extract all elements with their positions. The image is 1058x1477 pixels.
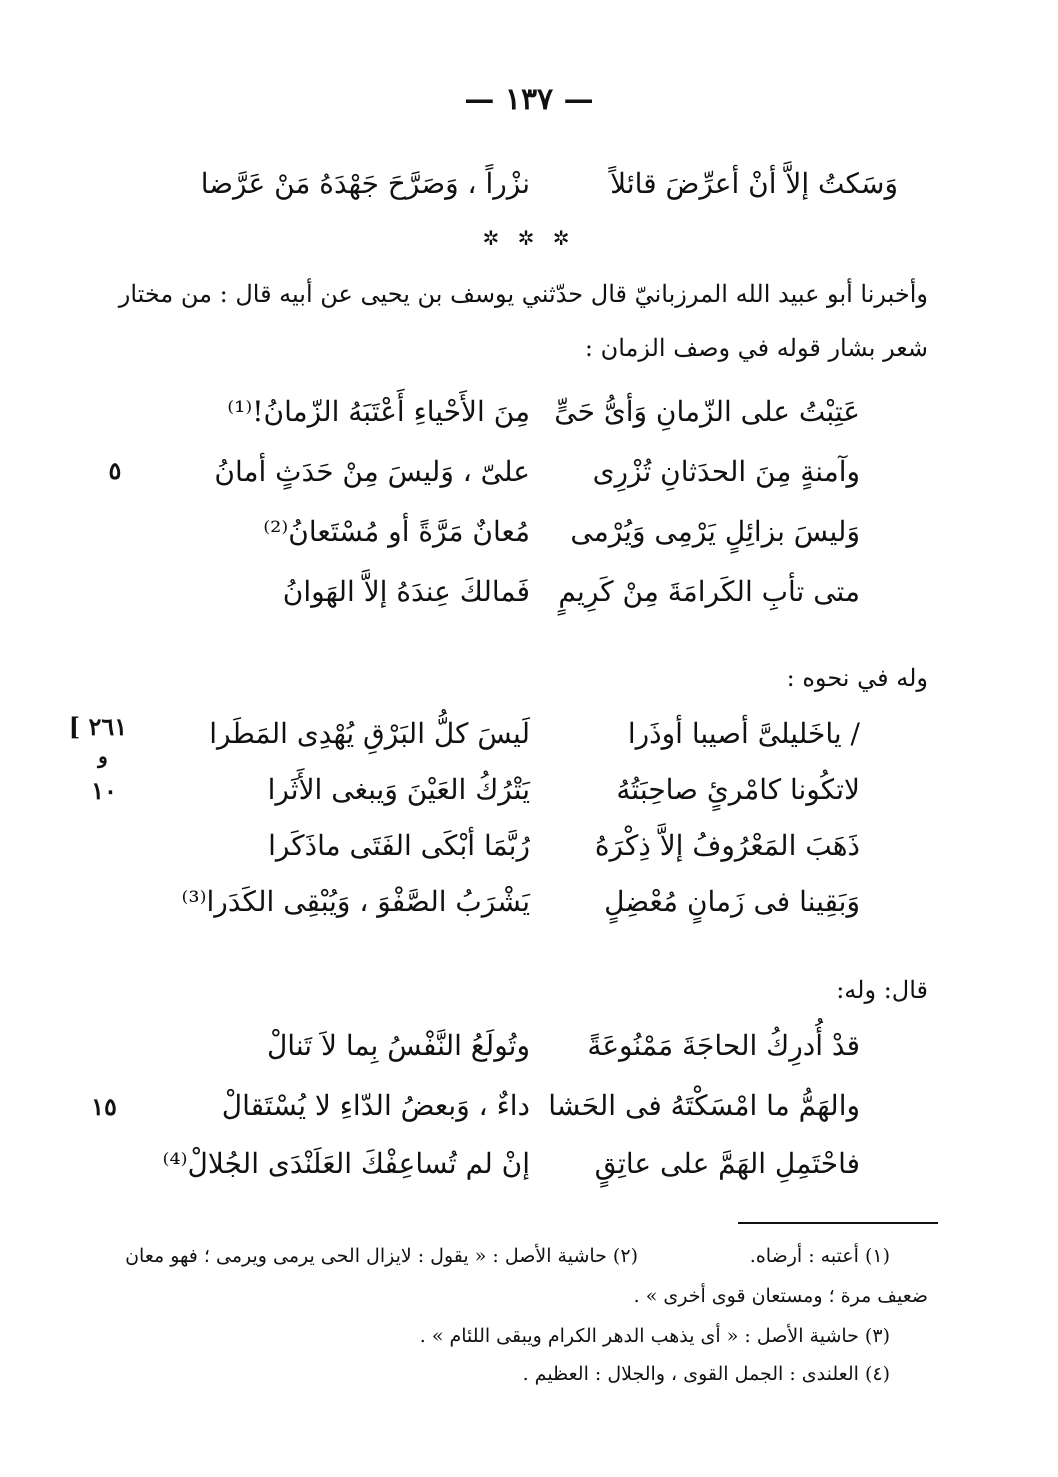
poem2-verse-2-right: لاتكُونا كامْرئٍ صاحِبَتُهُ xyxy=(616,773,860,806)
poem3-verse-1-right: قدْ أُدرِكُ الحاجَةَ مَمْنُوعَةً xyxy=(587,1029,860,1062)
poem2-intro: وله في نحوه : xyxy=(786,664,928,692)
poem3-verse-1-left: وتُولَعُ النَّفْسُ بِما لاَ تَنالْ xyxy=(266,1029,530,1062)
poem3-verse-3-right: فاحْتَمِلِ الهَمَّ على عاتِقٍ xyxy=(594,1147,860,1180)
margin-line-number-15: ١٥ xyxy=(91,1092,117,1121)
poem1-verse-1-left: مِنَ الأَحْياءِ أَعْتَبَهُ الزّمانُ!⁽¹⁾ xyxy=(227,395,530,428)
poem1-verse-3-right: وَليسَ بزائِلٍ يَرْمِى وَيُرْمى xyxy=(570,515,860,548)
poem3-intro: قال: وله: xyxy=(836,976,928,1004)
section-separator: ✲ ✲ ✲ xyxy=(482,226,576,250)
margin-line-number-5: ٥ xyxy=(108,456,122,485)
intro-line-2: شعر بشار قوله في وصف الزمان : xyxy=(584,334,928,362)
footnote-2-continued: ضعيف مرة ؛ ومستعان قوى أخرى » . xyxy=(633,1285,928,1307)
margin-line-number-10: ١٠ xyxy=(91,776,117,805)
opening-verse-left: نزْراً ، وَصَرَّحَ جَهْدَهُ مَنْ عَرَّضا xyxy=(200,167,530,200)
poem2-verse-1-right: / ياخَليلىَّ أصيبا أوذَرا xyxy=(627,717,860,750)
footnote-4: (٤) العلندى : الجمل القوى ، والجلال : العظيم . xyxy=(522,1363,890,1385)
poem1-verse-2-left: علىّ ، وَليسَ مِنْ حَدَثٍ أمانُ xyxy=(214,455,530,488)
footnote-rule xyxy=(738,1222,938,1224)
footnote-2: (٢) حاشية الأصل : « يقول : لايزال الحى يرمى ويرمى ؛ فهو معان xyxy=(125,1245,638,1267)
poem3-verse-3-left: إنْ لم تُساعِفْكَ العَلَنْدَى الجُلالْ⁽⁴⁾ xyxy=(162,1147,530,1180)
footnote-3: (٣) حاشية الأصل : « أى يذهب الدهر الكرام ويبقى اللئام » . xyxy=(419,1325,890,1347)
poem2-verse-3-left: رُبَّمَا أبْكَى الفَتَى ماذَكَرا xyxy=(268,829,530,862)
footnote-1: (١) أعتبه : أرضاه. xyxy=(749,1245,890,1267)
poem2-verse-2-left: يَتْرُكُ العَيْنَ وَيبغى الأَثَرا xyxy=(267,773,530,806)
poem1-verse-2-right: وآمنةٍ مِنَ الحدَثانِ تُزْرِى xyxy=(592,455,860,488)
poem3-verse-2-left: داءٌ ، وَبعضُ الدّاءِ لا يُسْتَقالْ xyxy=(221,1089,530,1122)
manuscript-folio-and: و xyxy=(98,744,108,768)
poem2-verse-3-right: ذَهَبَ المَعْرُوفُ إلاَّ ذِكْرَهُ xyxy=(594,829,860,862)
poem2-verse-1-left: لَيسَ كلُّ البَرْقِ يُهْدِى المَطَرا xyxy=(209,717,530,750)
manuscript-folio-ref: [ ٢٦١ xyxy=(68,712,128,741)
poem2-verse-4-right: وَبَقِينا فى زَمانٍ مُعْضِلٍ xyxy=(604,885,860,918)
poem1-verse-3-left: مُعانٌ مَرَّةً أو مُسْتَعانُ⁽²⁾ xyxy=(263,515,530,548)
page-number: — ١٣٧ — xyxy=(464,82,594,117)
opening-verse-right: وَسَكتُ إلاَّ أنْ أعرِّضَ قائلاً xyxy=(610,167,898,200)
poem1-verse-1-right: عَتِبْتُ على الزّمانِ وَأىُّ حَىٍّ xyxy=(554,395,860,428)
poem2-verse-4-left: يَشْرَبُ الصَّفْوَ ، وَيُبْقِى الكَدَرا⁽³⁾ xyxy=(181,885,530,918)
poem1-verse-4-right: متى تأبِ الكَرامَةَ مِنْ كَرِيمٍ xyxy=(558,575,860,608)
poem1-verse-4-left: فَمالكَ عِندَهُ إلاَّ الهَوانُ xyxy=(282,575,530,608)
intro-line-1: وأخبرنا أبو عبيد الله المرزبانيّ قال حدّثني يوسف بن يحيى عن أبيه قال : من مختار xyxy=(118,280,928,308)
poem3-verse-2-right: والهَمُّ ما امْسَكْتَهُ فى الحَشا xyxy=(548,1089,860,1122)
